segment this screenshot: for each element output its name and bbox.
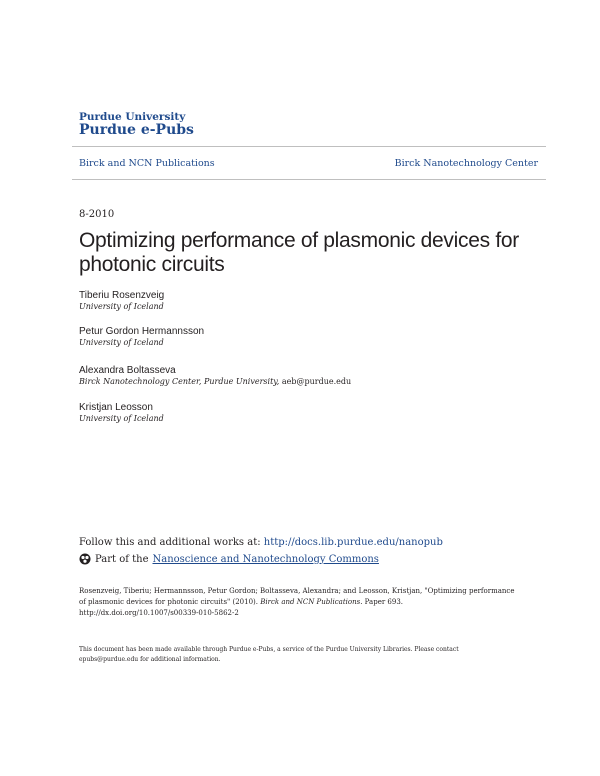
commons-link[interactable]: Nanoscience and Nanotechnology Commons [152,553,379,565]
publication-date: 8-2010 [79,209,115,220]
author-affiliation: University of Iceland [79,338,164,347]
author-affiliation: Birck Nanotechnology Center, Purdue University [79,377,277,386]
author-affiliation-line: Birck Nanotechnology Center, Purdue University, aeb@purdue.edu [79,377,352,386]
follow-line [79,537,443,548]
author-affiliation: University of Iceland [79,302,164,311]
author-name: Kristjan Leosson [79,402,153,413]
author-block [79,326,204,347]
author-name: Alexandra Boltasseva [79,365,176,376]
author-name: Tiberiu Rosenzveig [79,290,165,301]
institution-name[interactable]: Purdue University [79,111,186,123]
citation-series: Birck and NCN Publications. [260,598,363,606]
follow-link[interactable]: http://docs.lib.purdue.edu/nanopub [263,537,443,548]
repository-name[interactable]: Purdue e-Pubs [79,122,194,138]
collection-link-left[interactable]: Birck and NCN Publications [79,158,215,169]
collection-link-right[interactable]: Birck Nanotechnology Center [394,158,538,169]
citation-doi[interactable]: http://dx.doi.org/10.1007/s00339-010-5862-2 [79,609,239,617]
part-of-line [79,553,379,565]
author-block [79,290,164,311]
citation [79,586,519,619]
citation-text: Rosenzveig, Tiberiu; Hermannsson, Petur Gordon; Boltasseva, Alexandra; and Leosson, Kristjan, "Optimizing performance of plasmonic devices for photonic circuits" (2010). [79,587,515,606]
citation-paper-number: Paper 693. [362,598,403,606]
author-block [79,365,351,386]
author-name: Petur Gordon Hermannsson [79,326,205,337]
author-block [79,402,164,423]
paper-title: Optimizing performance of plasmonic devices for photonic circuits [79,229,519,276]
commons-network-icon [79,553,91,565]
divider-top [72,146,546,147]
divider-bottom [72,179,546,180]
author-affiliation: University of Iceland [79,414,164,423]
follow-text: Follow this and additional works at: [79,537,264,548]
partof-text: Part of the [95,553,149,565]
availability-notice: This document has been made available through Purdue e-Pubs, a service of the Purdue University Libraries. Please contact epubs@purdue.edu for additional information. [79,646,459,663]
author-email[interactable]: aeb@purdue.edu [281,377,352,386]
